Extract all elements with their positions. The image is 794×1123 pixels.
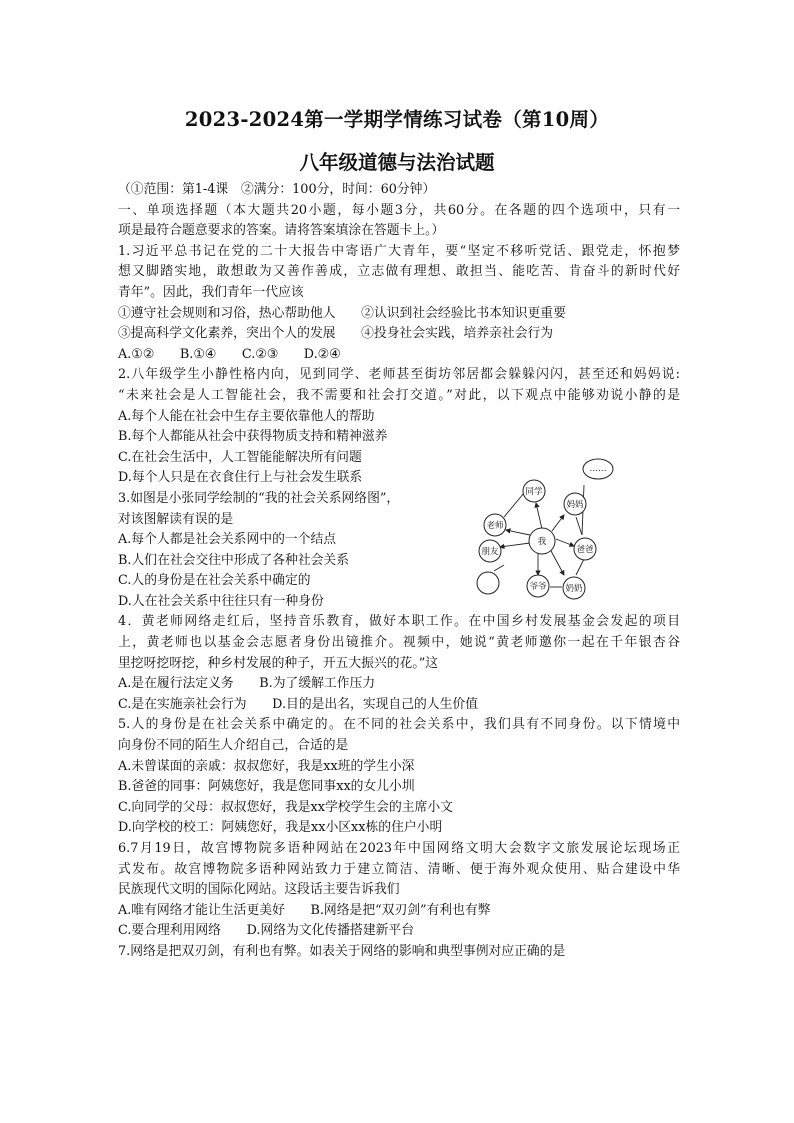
diagram-more-node: ……	[589, 464, 607, 474]
diagram-node-grandfather: 爷爷	[529, 582, 547, 592]
question-6-options-cd: C.要合理利用网络 D.网络为文化传播搭建新平台	[118, 923, 415, 939]
question-2-option-d: D.每个人只是在衣食住行上与社会发生联系	[118, 470, 363, 486]
question-3-option-c: C.人的身份是在社会关系中确定的	[118, 573, 311, 589]
question-4-options-ab: A.是在履行法定义务 B.为了缓解工作压力	[118, 676, 376, 692]
social-relations-diagram	[464, 455, 614, 603]
section-instructions: 一、单项选择题（本大题共20小题，每小题3分，共60分。在各题的四个选项中，只有一	[118, 202, 680, 218]
question-4-stem-cont: 上，黄老师也以基金会志愿者身份出镜推介。视频中，她说“黄老师邀你一起在千年银杏谷	[118, 635, 680, 651]
question-1-stem-end: 青年”。因此，我们青年一代应该	[118, 284, 304, 300]
question-5-option-c: C.向同学的父母：叔叔您好，我是xx学校学生会的主席小文	[118, 799, 453, 815]
question-1-stem-cont: 想又脚踏实地，敢想敢为又善作善成，立志做有理想、敢担当、能吃苦、肯奋斗的新时代好	[118, 264, 680, 280]
diagram-node-teacher: 老师	[486, 521, 504, 531]
exam-subtitle: 八年级道德与法治试题	[299, 151, 495, 174]
question-6-stem-cont: 式发布。故宫博物院多语种网站致力于建立简洁、清晰、便于海外观众使用、贴合建设中华	[118, 861, 680, 877]
question-1-items-a: ①遵守社会规则和习俗，热心帮助他人 ②认识到社会经验比书本知识更重要	[118, 305, 566, 321]
question-3-stem: 3.如图是小张同学绘制的“我的社会关系网络图”，	[118, 490, 400, 506]
question-6-options-ab: A.唯有网络才能让生活更美好 B.网络是把“双刃剑”有利也有弊	[118, 902, 491, 918]
diagram-node-grandmother: 奶奶	[565, 584, 583, 594]
question-6-stem-end: 民族现代文明的国际化网站。这段话主要告诉我们	[118, 882, 400, 898]
question-5-option-d: D.向学校的校工：阿姨您好，我是xx小区xx栋的住户小明	[118, 820, 443, 836]
question-7-stem: 7.网络是把双刃剑，有利也有弊。如表关于网络的影响和典型事例对应正确的是	[118, 943, 566, 959]
question-1-items-b: ③提高科学文化素养，突出个人的发展 ④投身社会实践，培养亲社会行为	[118, 326, 554, 342]
question-2-stem-cont: “未来社会是人工智能社会，我不需要和社会打交道。”对此，以下观点中能够劝说小静的是	[118, 387, 680, 403]
question-5-option-b: B.爸爸的同事：阿姨您好，我是您同事xx的女儿小圳	[118, 779, 415, 795]
diagram-node-father: 爸爸	[576, 545, 594, 555]
question-5-stem: 5.人的身份是在社会关系中确定的。在不同的社会关系中，我们具有不同身份。以下情境中	[118, 717, 680, 733]
question-6-stem: 6.7月19日，故宫博物院多语种网站在2023年中国网络文明大会数字文旅发展论坛现场正	[118, 841, 680, 856]
question-2-option-a: A.每个人能在社会中生存主要依靠他人的帮助	[118, 408, 375, 424]
question-1-options: A.①② B.①④ C.②③ D.②④	[118, 346, 341, 362]
question-2-stem: 2.八年级学生小静性格内向，见到同学、老师甚至街坊邻居都会躲躲闪闪，甚至还和妈妈说:	[118, 367, 680, 383]
diagram-node-classmate: 同学	[525, 487, 543, 497]
question-2-option-c: C.在社会生活中，人工智能能解决所有问题	[118, 449, 362, 465]
section-instructions-cont: 项是最符合题意要求的答案。请将答案填涂在答题卡上。）	[118, 223, 445, 239]
question-3-option-b: B.人们在社会交往中形成了各种社会关系	[118, 552, 350, 568]
question-5-stem-cont: 向身份不同的陌生人介绍自己，合适的是	[118, 738, 349, 754]
question-3-option-d: D.人在社会关系中往往只有一种身份	[118, 593, 324, 609]
question-2-option-b: B.每个人都能从社会中获得物质支持和精神滋养	[118, 429, 388, 445]
question-1-stem: 1.习近平总书记在党的二十大报告中寄语广大青年，要“坚定不移听党话、跟党走，怀抱梦	[118, 243, 680, 259]
question-4-stem-end: 里挖呀挖呀挖，种乡村发展的种子，开五大振兴的花。”这	[118, 655, 439, 671]
diagram-node-friend: 朋友	[481, 547, 499, 557]
diagram-node-mother: 妈妈	[566, 500, 584, 510]
exam-title: 2023-2024第一学期学情练习试卷（第10周）	[184, 108, 610, 131]
question-5-option-a: A.未曾谋面的亲戚：叔叔您好，我是xx班的学生小深	[118, 758, 415, 774]
diagram-center-node: 我	[537, 537, 547, 547]
question-4-stem: 4．黄老师网络走红后，坚持音乐教育，做好本职工作。在中国乡村发展基金会发起的项目	[118, 614, 680, 630]
question-4-options-cd: C.是在实施亲社会行为 D.目的是出名，实现自己的人生价值	[118, 696, 478, 712]
question-3-stem-cont: 对该图解读有误的是	[118, 511, 234, 527]
exam-scope-note: （①范围：第1-4课 ②满分：100分，时间：60分钟）	[118, 182, 436, 197]
question-3-option-a: A.每个人都是社会关系网中的一个结点	[118, 532, 337, 548]
